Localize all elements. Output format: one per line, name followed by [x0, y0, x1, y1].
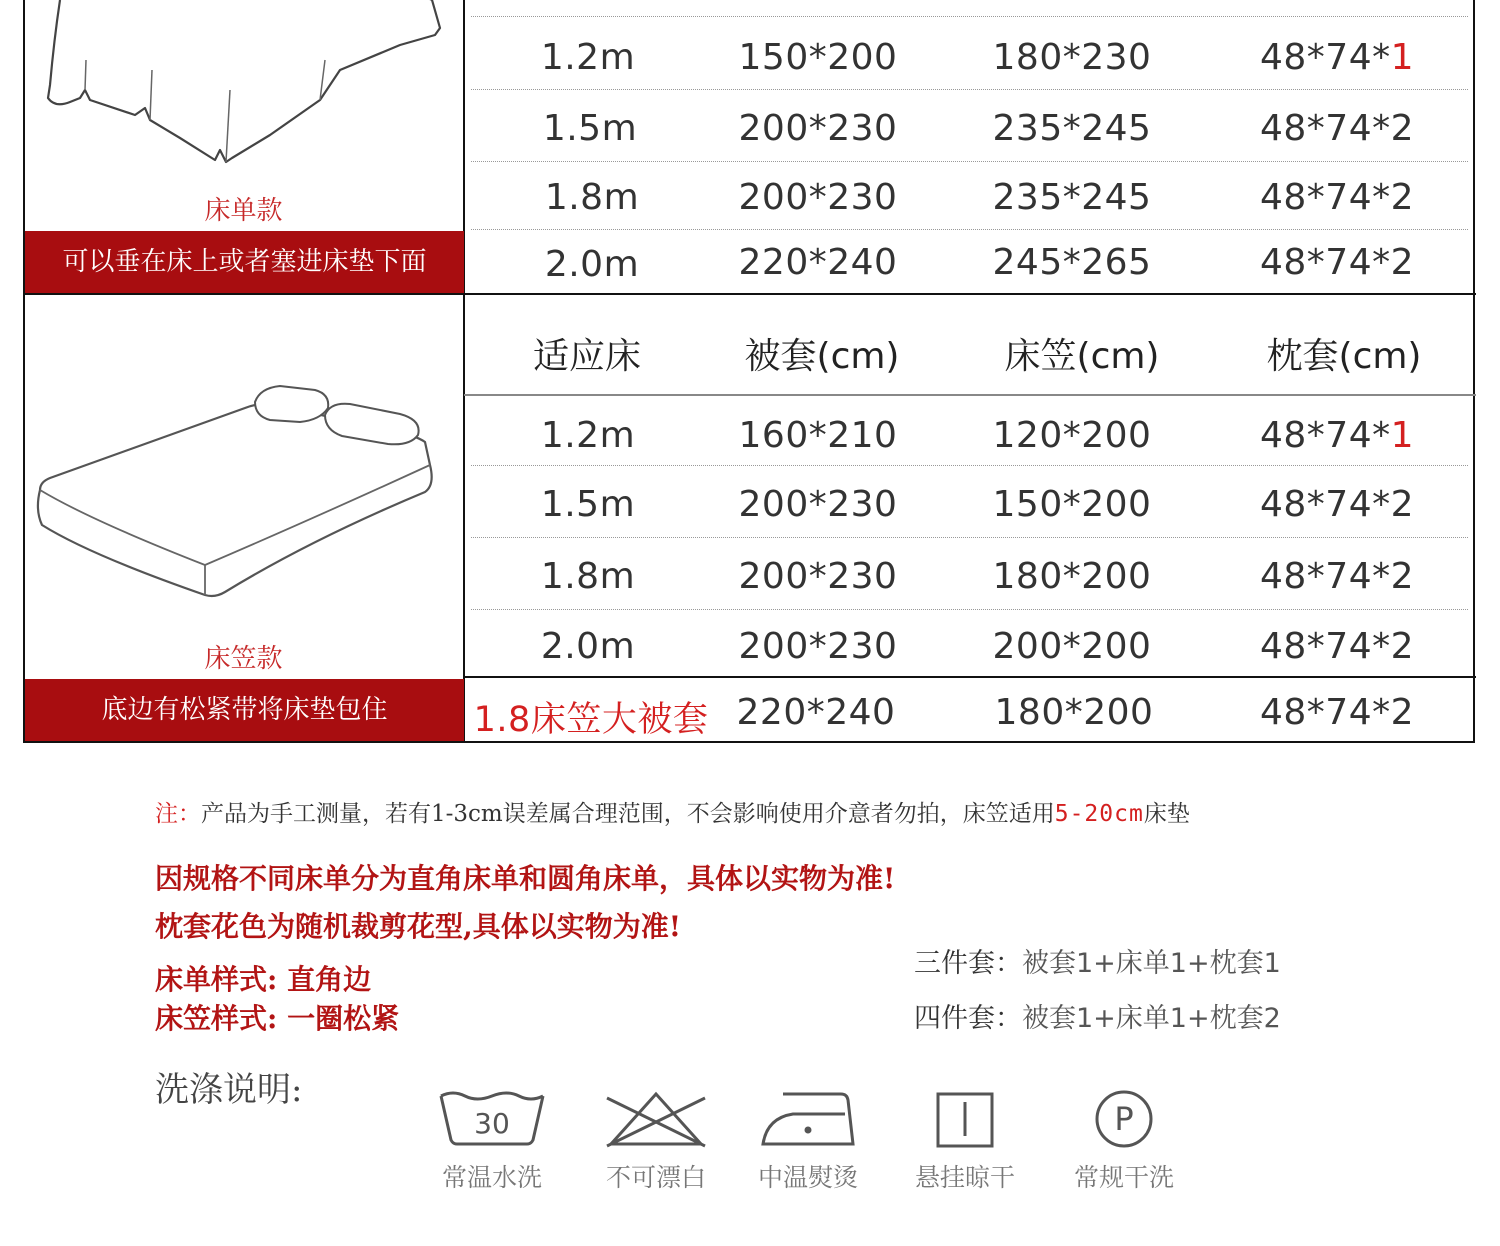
svg-text:P: P: [1114, 1100, 1134, 1138]
bottom-row3-bed: 1.8m: [540, 556, 636, 597]
top-row4-bed: 2.0m: [544, 244, 640, 285]
set-name: 三件套：: [914, 948, 1022, 979]
top-row2-pillow: [1260, 108, 1414, 149]
row-divider: [471, 465, 1468, 466]
top-row1-col2: 150*200: [738, 37, 898, 78]
top-row3-bed: 1.8m: [544, 177, 640, 218]
note-prefix: 注：: [155, 801, 201, 827]
fitted-sheet-illustration: [30, 380, 440, 610]
care-item-wash: [422, 1088, 562, 1194]
care-label: 不可漂白: [605, 1163, 706, 1192]
top-row1-bed: 1.2m: [540, 37, 636, 78]
bottom-row1-bed: 1.2m: [540, 415, 636, 456]
care-label: 常温水洗: [441, 1163, 542, 1192]
header-divider: [464, 394, 1476, 396]
care-item-dry: [895, 1088, 1035, 1194]
row-divider: [471, 16, 1468, 17]
set-content: 被套1+床单1+枕套1: [1022, 948, 1281, 979]
top-row4-pillow: [1260, 242, 1414, 283]
top-row2-col3: 235*245: [992, 108, 1152, 149]
pillow-qty: 1: [1390, 415, 1415, 456]
flat-sheet-banner: 可以垂在床上或者塞进床垫下面: [25, 231, 464, 293]
pillow-size: 48*74*: [1259, 108, 1391, 149]
pillow-qty: 1: [1390, 37, 1415, 78]
bottom-row2-bed: 1.5m: [540, 484, 636, 525]
pillow-size: 48*74*: [1259, 242, 1391, 283]
care-label: 中温熨烫: [757, 1163, 858, 1192]
care-item-bleach: [586, 1088, 726, 1194]
row-divider: [471, 161, 1468, 162]
wash-30-icon: [437, 1088, 547, 1150]
sheet-type-warning: 因规格不同床单分为直角床单和圆角床单，具体以实物为准!: [155, 862, 896, 895]
care-label: 悬挂晾干: [914, 1163, 1015, 1192]
pillow-size: 48*74*: [1259, 556, 1391, 597]
top-row2-bed: 1.5m: [542, 108, 638, 149]
pillow-size: 48*74*: [1259, 484, 1391, 525]
bottom-row4-col2: 200*230: [738, 626, 898, 667]
row-divider: [471, 229, 1468, 230]
measurement-note: [155, 795, 1190, 828]
special-row-bed: 1.8床笠大被套: [473, 700, 709, 740]
bottom-row2-col3: 150*200: [992, 484, 1152, 525]
bottom-row2-pillow: [1260, 484, 1414, 525]
top-row1-col3: 180*230: [992, 37, 1152, 78]
pillow-qty: 2: [1390, 108, 1415, 149]
header-fitted-sheet: 床笠(cm): [1004, 336, 1160, 377]
flat-sheet-illustration: [40, 0, 450, 180]
washing-title: 洗涤说明:: [155, 1070, 303, 1110]
top-row3-col3: 235*245: [992, 177, 1152, 218]
top-row4-col3: 245*265: [992, 242, 1152, 283]
flat-sheet-label: 床单款: [204, 196, 283, 226]
pillow-size: 48*74*: [1259, 37, 1391, 78]
set-content: 被套1+床单1+枕套2: [1022, 1003, 1281, 1034]
row-divider: [471, 89, 1468, 90]
pillow-qty: 2: [1390, 626, 1415, 667]
bottom-row3-col3: 180*200: [992, 556, 1152, 597]
sheet-style-note: 床单样式: 直角边: [155, 963, 372, 996]
special-row-col2: 220*240: [736, 692, 896, 733]
care-item-dryclean: [1054, 1088, 1194, 1194]
bottom-row3-pillow: [1260, 556, 1414, 597]
pillow-size: 48*74*: [1259, 415, 1391, 456]
bottom-row3-col2: 200*230: [738, 556, 898, 597]
dry-clean-p-icon: [1069, 1088, 1179, 1150]
top-row2-col2: 200*230: [738, 108, 898, 149]
fitted-style-note: 床笠样式: 一圈松紧: [155, 1002, 400, 1035]
top-row1-pillow: [1260, 37, 1414, 78]
row-divider: [471, 537, 1468, 538]
pillow-qty: 2: [1390, 242, 1415, 283]
bottom-row1-pillow: [1260, 415, 1414, 456]
special-row-divider: [464, 676, 1476, 678]
special-row-col3: 180*200: [994, 692, 1154, 733]
care-item-iron: [738, 1088, 878, 1194]
row-divider: [471, 609, 1468, 610]
pillow-size: 48*74*: [1259, 177, 1391, 218]
header-pillowcase: 枕套(cm): [1266, 336, 1422, 377]
table-vertical-divider: [463, 0, 465, 743]
header-duvet: 被套(cm): [744, 336, 900, 377]
iron-medium-icon: [753, 1088, 863, 1150]
note-suffix: 床垫: [1143, 801, 1190, 827]
top-row3-col2: 200*230: [738, 177, 898, 218]
bottom-row1-col3: 120*200: [992, 415, 1152, 456]
pillow-qty: 2: [1390, 484, 1415, 525]
bottom-row4-col3: 200*200: [992, 626, 1152, 667]
svg-text:30: 30: [474, 1107, 510, 1140]
bottom-row2-col2: 200*230: [738, 484, 898, 525]
care-label: 常规干洗: [1073, 1163, 1174, 1192]
pillow-size: 48*74*: [1259, 626, 1391, 667]
header-bed-size: 适应床: [532, 336, 642, 377]
fitted-sheet-label: 床笠款: [204, 644, 283, 674]
note-text: 产品为手工测量，若有1-3cm误差属合理范围，不会影响使用介意者勿拍，床笠适用: [201, 801, 1055, 827]
bottom-row1-col2: 160*210: [738, 415, 898, 456]
bottom-row4-pillow: [1260, 626, 1414, 667]
set-name: 四件套：: [914, 1003, 1022, 1034]
pillow-pattern-warning: 枕套花色为随机裁剪花型,具体以实物为准!: [155, 910, 682, 943]
top-row4-col2: 220*240: [738, 242, 898, 283]
no-bleach-icon: [601, 1088, 711, 1150]
bottom-row4-bed: 2.0m: [540, 626, 636, 667]
pillow-qty: 2: [1390, 556, 1415, 597]
fitted-sheet-banner: 底边有松紧带将床垫包住: [25, 679, 464, 741]
special-row-pillow: 48*74*2: [1259, 692, 1415, 733]
section-divider: [23, 293, 1476, 295]
note-highlight: 5-20cm: [1054, 801, 1144, 827]
three-piece-set: [914, 941, 1281, 980]
top-row3-pillow: [1260, 177, 1414, 218]
four-piece-set: [914, 996, 1281, 1035]
hang-dry-icon: [910, 1088, 1020, 1150]
pillow-qty: 2: [1390, 177, 1415, 218]
